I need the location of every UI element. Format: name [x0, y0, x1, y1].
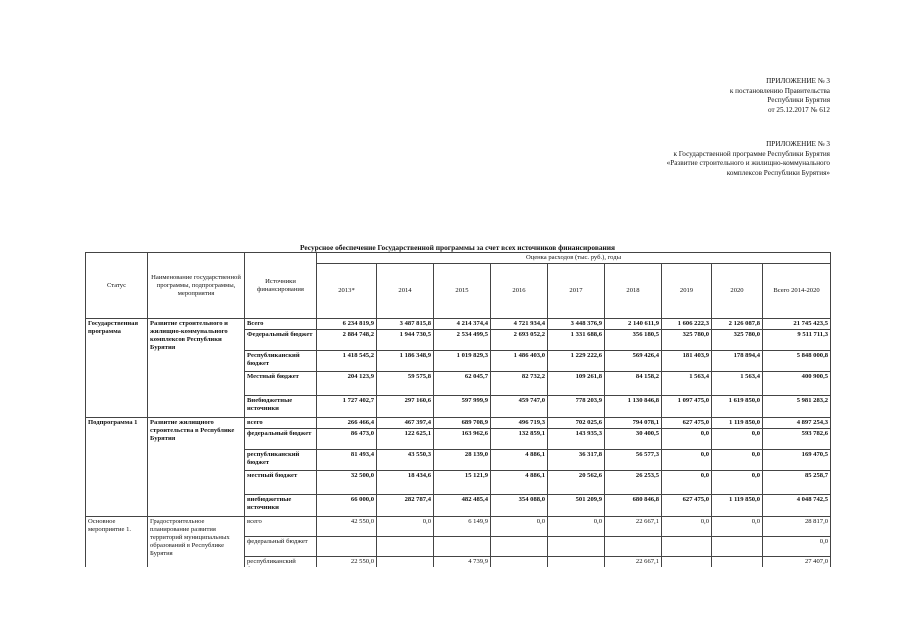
- value-cell: 20 562,6: [548, 471, 605, 495]
- value-cell: 680 846,8: [605, 495, 662, 517]
- value-cell: [605, 537, 662, 557]
- th-year: 2015: [434, 264, 491, 319]
- value-cell: 62 045,7: [434, 372, 491, 396]
- value-cell: 56 577,3: [605, 450, 662, 471]
- value-cell: 169 470,5: [763, 450, 831, 471]
- value-cell: [548, 537, 605, 557]
- source-cell: Внебюджетные источники: [245, 396, 317, 418]
- source-cell: республиканский: [245, 557, 317, 577]
- value-cell: [434, 537, 491, 557]
- value-cell: 1 727 402,7: [317, 396, 377, 418]
- value-cell: 5 981 283,2: [763, 396, 831, 418]
- value-cell: 27 407,0: [763, 557, 831, 577]
- value-cell: 43 550,3: [377, 450, 434, 471]
- value-cell: 30 400,5: [605, 429, 662, 450]
- source-cell: федеральный бюджет: [245, 429, 317, 450]
- source-cell: Всего: [245, 319, 317, 330]
- value-cell: 0,0: [712, 471, 763, 495]
- decree-header: [730, 77, 830, 115]
- value-cell: 21 745 423,5: [763, 319, 831, 330]
- source-cell: Республиканский бюджет: [245, 351, 317, 372]
- value-cell: 501 209,9: [548, 495, 605, 517]
- decree-header-line: ПРИЛОЖЕНИЕ № 3: [766, 77, 830, 85]
- value-cell: 2 884 748,2: [317, 330, 377, 351]
- table-head: [86, 253, 831, 319]
- value-cell: 0,0: [662, 429, 712, 450]
- value-cell: 59 575,8: [377, 372, 434, 396]
- value-cell: 1 563,4: [712, 372, 763, 396]
- value-cell: 0,0: [712, 517, 763, 537]
- value-cell: 2 534 499,5: [434, 330, 491, 351]
- value-cell: 627 475,0: [662, 495, 712, 517]
- value-cell: 181 403,9: [662, 351, 712, 372]
- table-row: [86, 517, 831, 537]
- value-cell: 593 782,6: [763, 429, 831, 450]
- value-cell: 9 511 711,3: [763, 330, 831, 351]
- value-cell: 400 900,5: [763, 372, 831, 396]
- value-cell: 356 180,5: [605, 330, 662, 351]
- value-cell: 794 078,1: [605, 418, 662, 429]
- status-cell: Подпрограмма 1: [86, 418, 148, 517]
- value-cell: 86 473,0: [317, 429, 377, 450]
- value-cell: 1 119 850,0: [712, 418, 763, 429]
- value-cell: 4 214 374,4: [434, 319, 491, 330]
- value-cell: 325 780,0: [712, 330, 763, 351]
- source-cell: всего: [245, 418, 317, 429]
- table-row: [86, 418, 831, 429]
- value-cell: 467 397,4: [377, 418, 434, 429]
- value-cell: 81 493,4: [317, 450, 377, 471]
- value-cell: 28 817,0: [763, 517, 831, 537]
- value-cell: 266 466,4: [317, 418, 377, 429]
- value-cell: 122 625,1: [377, 429, 434, 450]
- value-cell: 66 000,0: [317, 495, 377, 517]
- status-cell: Государственная программа: [86, 319, 148, 418]
- value-cell: 1 944 730,5: [377, 330, 434, 351]
- value-cell: 297 160,6: [377, 396, 434, 418]
- value-cell: 0,0: [662, 450, 712, 471]
- value-cell: 28 139,0: [434, 450, 491, 471]
- table-body: [86, 319, 831, 577]
- value-cell: 22 550,0: [317, 557, 377, 577]
- value-cell: 1 331 688,6: [548, 330, 605, 351]
- source-cell: Местный бюджет: [245, 372, 317, 396]
- value-cell: 32 500,0: [317, 471, 377, 495]
- source-cell: Федеральный бюджет: [245, 330, 317, 351]
- value-cell: 85 258,7: [763, 471, 831, 495]
- value-cell: 2 126 087,8: [712, 319, 763, 330]
- value-cell: 0,0: [377, 517, 434, 537]
- program-header-line: ПРИЛОЖЕНИЕ № 3: [766, 140, 830, 148]
- value-cell: 178 894,4: [712, 351, 763, 372]
- value-cell: 4 886,1: [491, 450, 548, 471]
- value-cell: 109 261,8: [548, 372, 605, 396]
- value-cell: 204 123,9: [317, 372, 377, 396]
- value-cell: 132 859,1: [491, 429, 548, 450]
- value-cell: 569 426,4: [605, 351, 662, 372]
- value-cell: 5 848 000,8: [763, 351, 831, 372]
- value-cell: 1 563,4: [662, 372, 712, 396]
- th-year: 2018: [605, 264, 662, 319]
- value-cell: 597 999,9: [434, 396, 491, 418]
- value-cell: 163 962,6: [434, 429, 491, 450]
- value-cell: 82 732,2: [491, 372, 548, 396]
- value-cell: 42 550,0: [317, 517, 377, 537]
- value-cell: 325 780,0: [662, 330, 712, 351]
- value-cell: 0,0: [712, 429, 763, 450]
- table-title: Ресурсное обеспечение Государственной программы за счет всех источников финансирования: [299, 243, 616, 252]
- value-cell: 1 606 222,3: [662, 319, 712, 330]
- program-header-line: «Развитие строительного и жилищно-коммунального комплексов Республики Бурятия»: [666, 159, 830, 177]
- source-cell: федеральный бюджет: [245, 537, 317, 557]
- value-cell: 0,0: [491, 517, 548, 537]
- name-cell: Развитие жилищного строительства в Республике Бурятия: [148, 418, 245, 517]
- value-cell: 4 721 934,4: [491, 319, 548, 330]
- decree-header-line: от 25.12.2017 № 612: [767, 105, 830, 114]
- th-year: 2017: [548, 264, 605, 319]
- program-header-line: к Государственной программе Республики Бурятия: [673, 149, 830, 158]
- value-cell: 1 418 545,2: [317, 351, 377, 372]
- value-cell: 3 487 815,8: [377, 319, 434, 330]
- th-status: Статус: [86, 253, 148, 319]
- source-cell: внебюджетные источники: [245, 495, 317, 517]
- value-cell: [317, 537, 377, 557]
- value-cell: 354 088,0: [491, 495, 548, 517]
- source-cell: республиканский бюджет: [245, 450, 317, 471]
- value-cell: 4 739,9: [434, 557, 491, 577]
- value-cell: 22 667,1: [605, 557, 662, 577]
- name-cell: Развитие строительного и жилищно-коммунального комплексов Республики Бурятия: [148, 319, 245, 418]
- th-year: 2020: [712, 264, 763, 319]
- value-cell: 36 317,8: [548, 450, 605, 471]
- value-cell: 22 667,1: [605, 517, 662, 537]
- value-cell: 84 158,2: [605, 372, 662, 396]
- value-cell: 1 130 846,8: [605, 396, 662, 418]
- value-cell: 1 097 475,0: [662, 396, 712, 418]
- value-cell: 0,0: [763, 537, 831, 557]
- table-row: [86, 319, 831, 330]
- value-cell: 702 025,6: [548, 418, 605, 429]
- value-cell: 18 434,6: [377, 471, 434, 495]
- source-cell: всего: [245, 517, 317, 537]
- value-cell: 0,0: [662, 471, 712, 495]
- th-year: 2014: [377, 264, 434, 319]
- value-cell: 282 787,4: [377, 495, 434, 517]
- value-cell: 1 619 850,0: [712, 396, 763, 418]
- value-cell: 6 234 819,9: [317, 319, 377, 330]
- value-cell: 0,0: [548, 517, 605, 537]
- value-cell: 4 897 254,3: [763, 418, 831, 429]
- value-cell: 3 448 376,9: [548, 319, 605, 330]
- value-cell: 1 119 850,0: [712, 495, 763, 517]
- decree-header-line: к постановлению Правительства: [729, 86, 830, 95]
- value-cell: 1 486 403,0: [491, 351, 548, 372]
- value-cell: 778 203,9: [548, 396, 605, 418]
- value-cell: 2 693 052,2: [491, 330, 548, 351]
- value-cell: 15 121,9: [434, 471, 491, 495]
- value-cell: 4 886,1: [491, 471, 548, 495]
- value-cell: 496 719,3: [491, 418, 548, 429]
- value-cell: 482 485,4: [434, 495, 491, 517]
- value-cell: 2 140 611,9: [605, 319, 662, 330]
- value-cell: [712, 537, 763, 557]
- th-year: 2016: [491, 264, 548, 319]
- page-bottom-margin: [0, 567, 905, 640]
- resource-table: [85, 252, 831, 577]
- value-cell: 459 747,0: [491, 396, 548, 418]
- value-cell: 0,0: [712, 450, 763, 471]
- value-cell: 6 149,9: [434, 517, 491, 537]
- th-name: Наименование государственной программы, подпрограммы, мероприятия: [148, 253, 245, 319]
- decree-header-line: Республики Бурятия: [767, 96, 830, 105]
- value-cell: 4 048 742,5: [763, 495, 831, 517]
- value-cell: 627 475,0: [662, 418, 712, 429]
- value-cell: 1 019 829,3: [434, 351, 491, 372]
- value-cell: 689 708,9: [434, 418, 491, 429]
- value-cell: 1 186 348,9: [377, 351, 434, 372]
- value-cell: [377, 537, 434, 557]
- value-cell: 26 253,5: [605, 471, 662, 495]
- name-cell: Градостроительное планирование развития территорий муниципальных образований в Республике Бурятия: [148, 517, 245, 577]
- program-header: [630, 140, 830, 178]
- value-cell: 143 935,3: [548, 429, 605, 450]
- value-cell: 0,0: [662, 517, 712, 537]
- th-year: 2013*: [317, 264, 377, 319]
- value-cell: 1 229 222,6: [548, 351, 605, 372]
- th-year: 2019: [662, 264, 712, 319]
- th-estimate: Оценка расходов (тыс. руб.), годы: [317, 253, 831, 264]
- source-cell: местный бюджет: [245, 471, 317, 495]
- status-cell: Основное мероприятие 1.: [86, 517, 148, 577]
- th-year-total: Всего 2014-2020: [763, 264, 831, 319]
- value-cell: [662, 537, 712, 557]
- th-source: Источники финансирования: [245, 253, 317, 319]
- value-cell: [491, 537, 548, 557]
